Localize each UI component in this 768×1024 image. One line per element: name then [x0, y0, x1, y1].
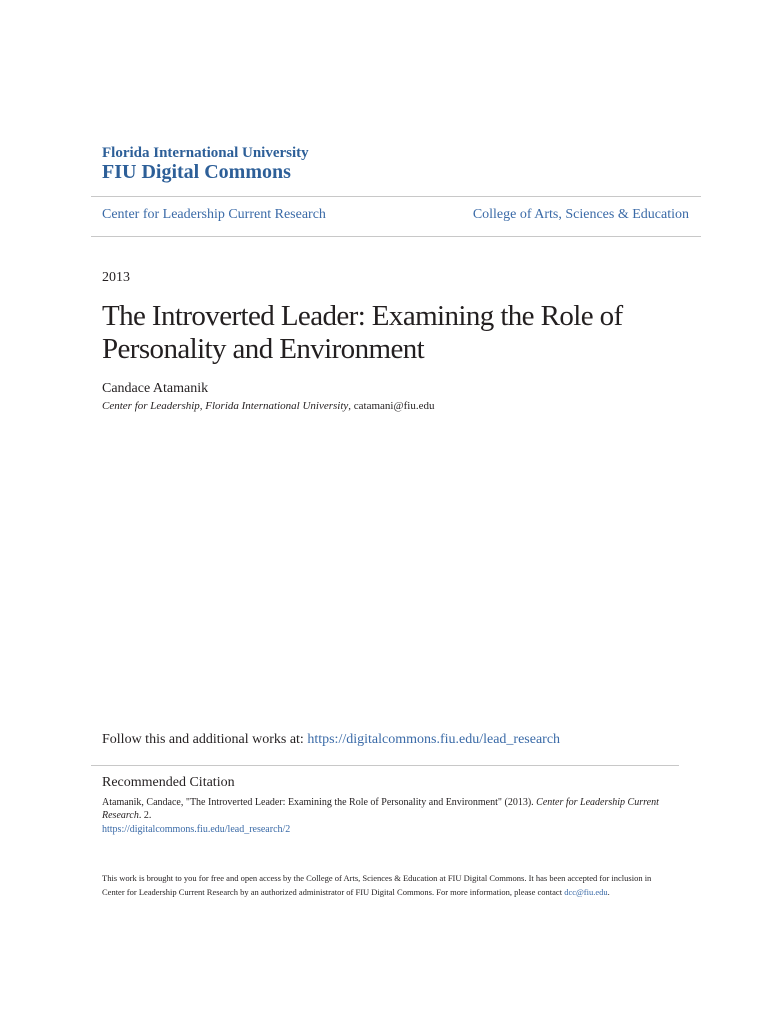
author-affiliation: [102, 400, 434, 412]
follow-line: [102, 732, 560, 748]
repository-name[interactable]: FIU Digital Commons: [102, 161, 291, 183]
disclaimer-end: .: [607, 887, 610, 897]
citation-prefix: Atamanik, Candace, "The Introverted Leader: Examining the Role of Personality and Environment" (2013).: [102, 797, 534, 808]
follow-prefix: Follow this and additional works at:: [102, 732, 304, 747]
affiliation-institution: Center for Leadership, Florida International University: [102, 400, 349, 412]
disclaimer-text: This work is brought to you for free and open access by the College of Arts, Sciences & Education at FIU Digital Commons. It has been accepted for inclusion in Center for Leadership Current Research by an authorized administrator of FIU Digital Commons. For more information, please contact: [102, 873, 652, 897]
affiliation-separator: ,: [348, 400, 352, 412]
citation-suffix: . 2.: [138, 810, 152, 821]
institution-name: Florida International University: [102, 145, 309, 161]
contact-email-link[interactable]: dcc@fiu.edu: [564, 887, 608, 897]
access-disclaimer: [102, 871, 672, 899]
citation-link[interactable]: https://digitalcommons.fiu.edu/lead_research/2: [102, 824, 291, 835]
divider: [91, 236, 701, 237]
citation-text: [102, 796, 662, 822]
citation-journal: Center for Leadership Current Research: [102, 797, 659, 821]
follow-link[interactable]: https://digitalcommons.fiu.edu/lead_research: [307, 732, 561, 747]
author-name: Candace Atamanik: [102, 381, 209, 396]
divider: [91, 765, 679, 766]
collection-link[interactable]: Center for Leadership Current Research: [102, 207, 326, 222]
publication-year: 2013: [102, 270, 130, 285]
citation-heading: Recommended Citation: [102, 775, 235, 790]
college-link[interactable]: College of Arts, Sciences & Education: [472, 207, 689, 222]
divider: [91, 196, 701, 197]
paper-title: The Introverted Leader: Examining the Role of Personality and Environment: [102, 300, 623, 365]
author-email: catamani@fiu.edu: [353, 400, 435, 412]
